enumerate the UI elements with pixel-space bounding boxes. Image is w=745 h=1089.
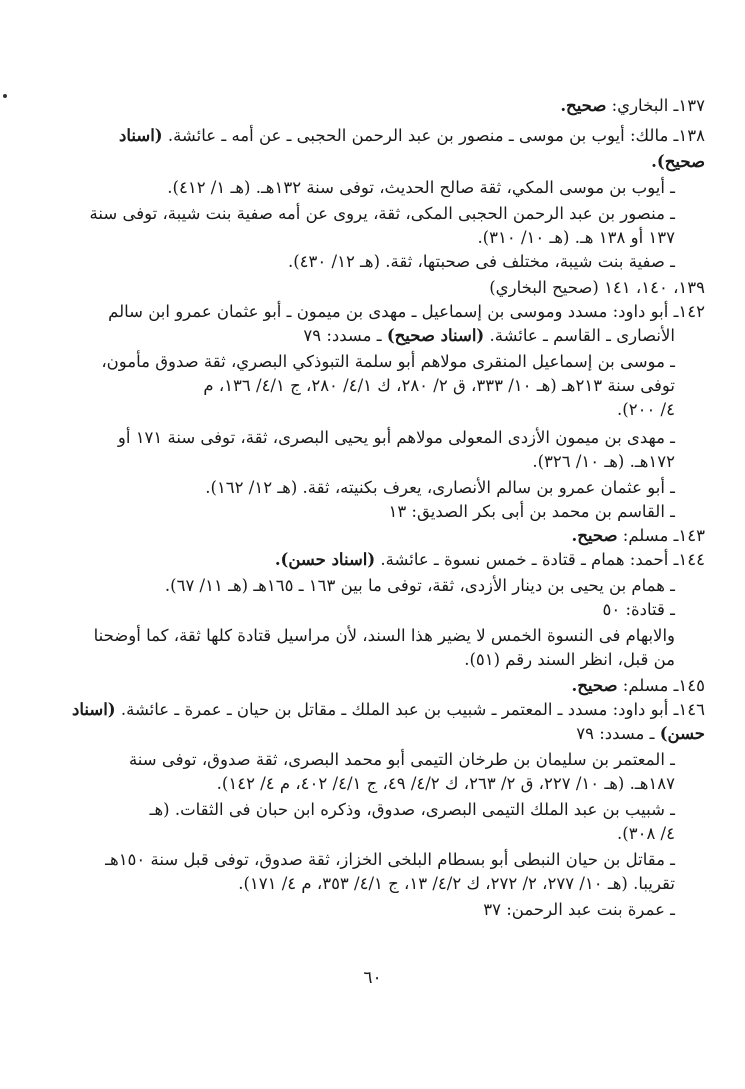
entry-143: ١٤٣ـ مسلم: صحيح. <box>571 526 705 545</box>
narrator-note-cont: ٤/ ٢٠٠). <box>617 400 675 419</box>
commentary: والابهام فى النسوة الخمس لا يضير هذا السند، لأن مراسيل قتادة كلها ثقة، كما أوضحنا <box>93 626 675 645</box>
narrator-note: ـ موسى بن إسماعيل المنقرى مولاهم أبو سلمة التبوذكي البصري، ثقة صدوق مأمون، <box>101 352 675 371</box>
page-number: ٦٠ <box>363 968 382 988</box>
entry-142: ١٤٢ـ أبو داود: مسدد وموسى بن إسماعيل ـ مهدى بن ميمون ـ أبو عثمان عمرو ابن سالم <box>108 302 705 321</box>
entry-146-cont: حسن) ـ مسدد: ٧٩ <box>576 724 705 743</box>
commentary-cont: من قبل، انظر السند رقم (٥١). <box>464 650 675 669</box>
narrator-note: ـ منصور بن عبد الرحمن الحجبى المكى، ثقة، يروى عن أمه صفية بنت شيبة، توفى سنة <box>89 204 675 223</box>
entry-142-cont: الأنصارى ـ القاسم ـ عائشة. (اسناد صحيح) ـ مسدد: ٧٩ <box>303 326 675 345</box>
entry-139-141: ١٣٩، ١٤٠، ١٤١ (صحيح البخاري) <box>489 278 705 297</box>
narrator-note-cont: توفى سنة ٢١٣هـ (هـ ١٠/ ٣٣٣، ق ٢/ ٢٨٠، ك ٤/١/ ٢٨٠، ج ٤/١/ ١٣٦، م <box>203 376 675 395</box>
narrator-note-cont: ١٨٧هـ. (هـ ١٠/ ٢٢٧، ق ٢/ ٢٦٣، ك ٤/٢/ ٤٩، ج ٤/١/ ٤٠٢، م ٤/ ١٤٢). <box>216 774 675 793</box>
entry-144: ١٤٤ـ أحمد: همام ـ قتادة ـ خمس نسوة ـ عائشة. (اسناد حسن). <box>274 550 705 569</box>
narrator-note: ـ أيوب بن موسى المكي، ثقة صالح الحديث، توفى سنة ١٣٢هـ. (هـ ١/ ٤١٢). <box>167 178 675 197</box>
narrator-note: ـ أبو عثمان عمرو بن سالم الأنصارى، يعرف بكنيته، ثقة. (هـ ١٢/ ١٦٢). <box>205 478 675 497</box>
narrator-note: ـ القاسم بن محمد بن أبى بكر الصديق: ١٣ <box>388 502 675 521</box>
entry-138: ١٣٨ـ مالك: أيوب بن موسى ـ منصور بن عبد الرحمن الحجبى ـ عن أمه ـ عائشة. (اسناد <box>119 126 705 145</box>
narrator-note: ـ صفية بنت شيبة، مختلف فى صحبتها، ثقة. (هـ ١٢/ ٤٣٠). <box>287 252 675 271</box>
narrator-note: ـ المعتمر بن سليمان بن طرخان التيمى أبو محمد البصرى، ثقة صدوق، توفى سنة <box>128 750 675 769</box>
narrator-note-cont: ٤/ ٣٠٨). <box>617 824 675 843</box>
narrator-note: ـ مهدى بن ميمون الأزدى المعولى مولاهم أبو يحيى البصرى، ثقة، توفى سنة ١٧١ أو <box>117 428 675 447</box>
narrator-note-cont: ١٣٧ أو ١٣٨ هـ. (هـ ١٠/ ٣١٠). <box>477 228 675 247</box>
narrator-note: ـ همام بن يحيى بن دينار الأزدى، ثقة، توفى ما بين ١٦٣ ـ ١٦٥هـ (هـ ١١/ ٦٧). <box>164 576 675 595</box>
entry-146: ١٤٦ـ أبو داود: مسدد ـ المعتمر ـ شبيب بن عبد الملك ـ مقاتل بن حيان ـ عمرة ـ عائشة. (اسناد <box>72 700 705 719</box>
entry-137: ١٣٧ـ البخاري: صحيح. <box>560 96 705 115</box>
scan-speck <box>3 94 7 98</box>
narrator-note-cont: ١٧٢هـ. (هـ ١٠/ ٣٢٦). <box>532 452 675 471</box>
narrator-note: ـ قتادة: ٥٠ <box>602 600 675 619</box>
narrator-note: ـ عمرة بنت عبد الرحمن: ٣٧ <box>483 900 675 919</box>
narrator-note-cont: تقريبا. (هـ ١٠/ ٢٧٧، ٢/ ٢٧٢، ك ٤/٢/ ١٣، ج ٤/١/ ٣٥٣، م ٤/ ١٧١). <box>238 874 675 893</box>
narrator-note: ـ مقاتل بن حيان النبطى أبو بسطام البلخى الخزاز، ثقة صدوق، توفى قبل سنة ١٥٠هـ <box>105 850 675 869</box>
entry-145: ١٤٥ـ مسلم: صحيح. <box>571 676 705 695</box>
entry-138-cont: صحيح). <box>651 152 705 171</box>
narrator-note: ـ شبيب بن عبد الملك التيمى البصرى، صدوق، وذكره ابن حبان فى الثقات. (هـ <box>149 800 675 819</box>
